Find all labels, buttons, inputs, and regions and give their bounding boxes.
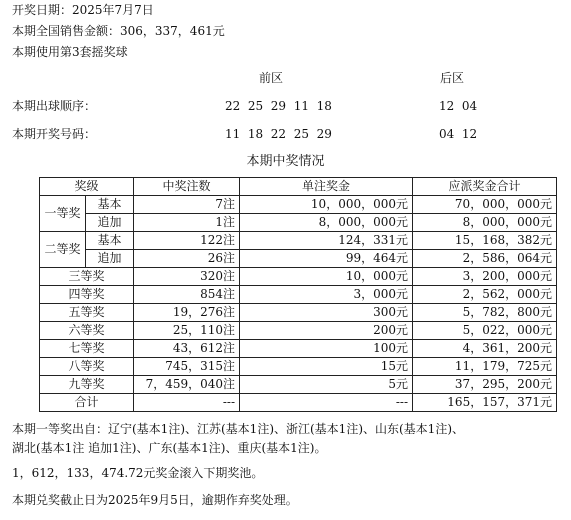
total-amount: 5，022，000元 (413, 322, 557, 340)
jackpot-rollover: 1，612，133，474.72元奖金滚入下期奖池。 (12, 466, 264, 480)
sum-label: 合计 (40, 394, 134, 412)
prize-amount: 8，000，000元 (240, 214, 413, 232)
total-amount: 5，782，800元 (413, 304, 557, 322)
table-title: 本期中奖情况 (246, 154, 325, 169)
winner-count: 26注 (134, 250, 240, 268)
tier-name: 七等奖 (40, 340, 134, 358)
first-prize-origin-line2: 湖北(基本1注 追加1注)、广东(基本1注)、重庆(基本1注)。 (12, 441, 327, 455)
draw-result-label: 本期开奖号码： (12, 127, 97, 141)
tier-type: 追加 (86, 250, 134, 268)
draw-result-back: 04 12 (439, 127, 478, 141)
prize-table (39, 177, 557, 412)
total-amount: 8，000，000元 (413, 214, 557, 232)
tier-type: 追加 (86, 214, 134, 232)
sum-prize: --- (240, 394, 413, 412)
total-amount: 4，361，200元 (413, 340, 557, 358)
first-prize-origin-line1: 本期一等奖出自：辽宁(基本1注)、江苏(基本1注)、浙江(基本1注)、山东(基本1注)、 (12, 422, 464, 436)
table-row (40, 268, 557, 286)
winner-count: 7，459，040注 (134, 376, 240, 394)
total-amount: 3，200，000元 (413, 268, 557, 286)
header-prize: 单注奖金 (240, 178, 413, 196)
back-zone-label: 后区 (440, 71, 465, 85)
total-amount: 15，168，382元 (413, 232, 557, 250)
winner-count: 854注 (134, 286, 240, 304)
prize-amount: 3，000元 (240, 286, 413, 304)
table-row (40, 322, 557, 340)
table-sum-row (40, 394, 557, 412)
table-header-row (40, 178, 557, 196)
draw-result-front: 11 18 22 25 29 (225, 127, 332, 141)
sum-count: --- (134, 394, 240, 412)
prize-amount: 99，464元 (240, 250, 413, 268)
front-zone-label: 前区 (259, 71, 284, 85)
claim-deadline: 本期兑奖截止日为2025年9月5日，逾期作弃奖处理。 (12, 493, 298, 507)
prize-amount: 5元 (240, 376, 413, 394)
table-row (40, 286, 557, 304)
table-row (40, 376, 557, 394)
draw-order-back: 12 04 (439, 99, 478, 113)
tier-name: 五等奖 (40, 304, 134, 322)
draw-date: 开奖日期：2025年7月7日 (12, 3, 154, 17)
draw-order-label: 本期出球顺序： (12, 99, 97, 113)
header-total: 应派奖金合计 (413, 178, 557, 196)
prize-amount: 10，000，000元 (240, 196, 413, 214)
sales-amount: 本期全国销售金额：306，337，461元 (12, 24, 225, 38)
header-count: 中奖注数 (134, 178, 240, 196)
winner-count: 1注 (134, 214, 240, 232)
winner-count: 25，110注 (134, 322, 240, 340)
draw-order-front: 22 25 29 11 18 (225, 99, 332, 113)
table-row (40, 304, 557, 322)
tier-type: 基本 (86, 196, 134, 214)
prize-amount: 200元 (240, 322, 413, 340)
tier-type: 基本 (86, 232, 134, 250)
total-amount: 37，295，200元 (413, 376, 557, 394)
winner-count: 122注 (134, 232, 240, 250)
prize-amount: 10，000元 (240, 268, 413, 286)
prize-amount: 124，331元 (240, 232, 413, 250)
prize-amount: 100元 (240, 340, 413, 358)
prize-amount: 300元 (240, 304, 413, 322)
tier-name: 二等奖 (40, 232, 86, 268)
winner-count: 7注 (134, 196, 240, 214)
tier-name: 四等奖 (40, 286, 134, 304)
table-row (40, 358, 557, 376)
tier-name: 三等奖 (40, 268, 134, 286)
header-tier: 奖级 (40, 178, 134, 196)
winner-count: 320注 (134, 268, 240, 286)
table-row (40, 196, 557, 214)
ball-set: 本期使用第3套摇奖球 (12, 45, 128, 59)
winner-count: 43，612注 (134, 340, 240, 358)
sum-total: 165，157，371元 (413, 394, 557, 412)
table-row (40, 214, 557, 232)
table-row (40, 340, 557, 358)
winner-count: 19，276注 (134, 304, 240, 322)
tier-name: 八等奖 (40, 358, 134, 376)
table-row (40, 232, 557, 250)
tier-name: 一等奖 (40, 196, 86, 232)
tier-name: 六等奖 (40, 322, 134, 340)
prize-amount: 15元 (240, 358, 413, 376)
total-amount: 2，586，064元 (413, 250, 557, 268)
winner-count: 745，315注 (134, 358, 240, 376)
table-row (40, 250, 557, 268)
tier-name: 九等奖 (40, 376, 134, 394)
total-amount: 11，179，725元 (413, 358, 557, 376)
total-amount: 70，000，000元 (413, 196, 557, 214)
total-amount: 2，562，000元 (413, 286, 557, 304)
